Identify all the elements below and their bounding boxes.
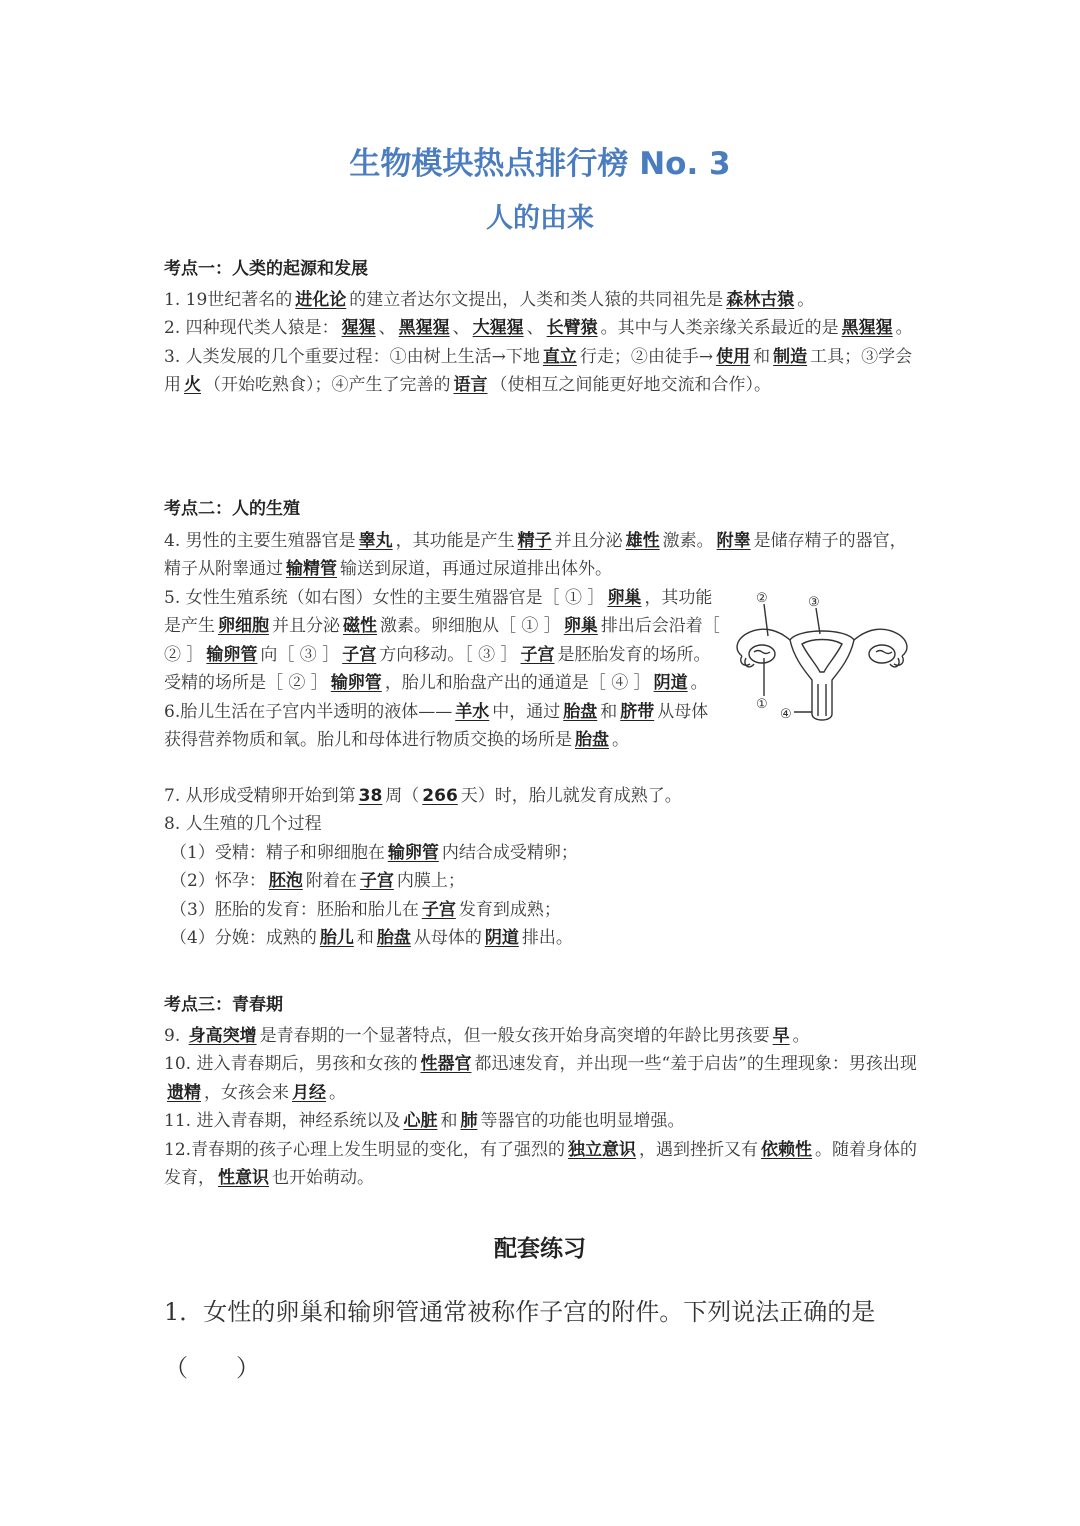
answer-blank: 火	[184, 375, 201, 396]
answer-blank: 子宫	[342, 644, 377, 665]
practice-question-1: 1．女性的卵巢和输卵管通常被称作子宫的附件。下列说法正确的是（ ）	[164, 1298, 876, 1382]
left-ovary	[749, 645, 775, 663]
answer-blank: 胎盘	[376, 928, 411, 949]
section-body-reproduction-7-8	[164, 782, 920, 952]
answer-blank: 依赖性	[761, 1139, 813, 1160]
item-2: 2. 四种现代类人猿是： 猩猩 、 黑猩猩 、 大猩猩 、 长臂猿 。其中与人类亲缘关系最近的是 黑猩猩 。	[164, 318, 913, 339]
diagram-label-3: ③	[808, 595, 820, 610]
item-9: 9. 身高突增 是青春期的一个显著特点，但一般女孩开始身高突增的年龄比男孩要 早 。	[164, 1026, 810, 1046]
answer-blank: 黑猩猩	[398, 318, 450, 339]
answer-blank: 森林古猿	[726, 290, 795, 310]
answer-blank: 长臂猿	[546, 318, 598, 339]
section-body-reproduction-4	[164, 527, 920, 584]
right-fallopian-tube	[854, 629, 907, 656]
practice-heading: 配套练习	[494, 1236, 586, 1262]
answer-blank: 266	[422, 786, 458, 806]
section-body-puberty	[164, 1022, 920, 1192]
diagram-label-4: ④	[780, 707, 792, 722]
item-12: 12.青春期的孩子心理上发生明显的变化，有了强烈的 独立意识 ，遇到挫折又有 依赖性 。随着身体的发育， 性意识 也开始萌动。	[164, 1139, 918, 1189]
answer-blank: 心脏	[403, 1111, 438, 1132]
answer-blank: 输卵管	[387, 842, 439, 863]
answer-blank: 子宫	[359, 871, 394, 892]
answer-blank: 输卵管	[206, 644, 258, 665]
answer-blank: 脐带	[620, 701, 655, 722]
item-8-step-4: （4）分娩：成熟的 胎儿 和 胎盘 从母体的 阴道 排出。	[170, 928, 573, 949]
item-8-step-2: （2）怀孕： 胚泡 附着在 子宫 内膜上；	[170, 871, 465, 892]
item-6: 6.胎儿生活在子宫内半透明的液体—— 羊水 中，通过 胎盘 和 脐带 从母体获得营养物质和氧。胎儿和母体进行物质交换的场所是 胎盘 。	[164, 701, 709, 751]
item-10: 10. 进入青春期后，男孩和女孩的 性器官 都迅速发育，并出现一些“羞于启齿”的生理现象：男孩出现遗精 ，女孩会来 月经 。	[164, 1054, 917, 1103]
answer-blank: 卵细胞	[218, 616, 269, 637]
answer-blank: 胚泡	[268, 871, 303, 892]
uterus-shape	[790, 631, 854, 720]
answer-blank: 阴道	[484, 928, 519, 949]
answer-blank: 性器官	[420, 1054, 472, 1075]
answer-blank: 磁性	[343, 616, 377, 637]
answer-blank: 进化论	[295, 290, 347, 310]
answer-blank: 早	[772, 1026, 790, 1046]
section-body-reproduction-5-6	[164, 584, 720, 754]
answer-blank: 卵巢	[563, 616, 598, 637]
page-subtitle: 人的由来	[486, 203, 594, 234]
item-8-title: 8. 人生殖的几个过程	[164, 814, 322, 835]
page-title: 生物模块热点排行榜 No. 3	[349, 146, 731, 182]
right-ovary	[869, 645, 895, 663]
left-fallopian-tube	[737, 629, 790, 656]
answer-blank: 羊水	[455, 701, 490, 722]
answer-blank: 语言	[453, 375, 488, 396]
answer-blank: 胎盘	[563, 701, 598, 722]
answer-blank: 子宫	[421, 899, 456, 920]
answer-blank: 胎儿	[319, 928, 354, 949]
answer-blank: 使用	[716, 346, 751, 367]
uterus-cavity	[802, 640, 842, 673]
section-heading-origin: 考点一：人类的起源和发展	[164, 259, 368, 279]
item-8-step-3: （3）胚胎的发育：胚胎和胎儿在 子宫 发育到成熟；	[170, 899, 561, 920]
answer-blank: 肺	[460, 1111, 478, 1132]
answer-blank: 精子	[517, 531, 552, 551]
answer-blank: 直立	[542, 346, 577, 367]
answer-blank: 黑猩猩	[841, 318, 893, 339]
answer-blank: 胎盘	[575, 730, 609, 751]
answer-blank: 性意识	[218, 1168, 269, 1189]
answer-blank: 大猩猩	[472, 318, 524, 339]
answer-blank: 卵巢	[607, 588, 642, 608]
answer-blank: 睾丸	[358, 531, 393, 551]
item-11: 11. 进入青春期，神经系统以及 心脏 和 肺 等器官的功能也明显增强。	[164, 1111, 685, 1132]
answer-blank: 雄性	[625, 531, 660, 551]
answer-blank: 遗精	[167, 1082, 201, 1103]
section-heading-reproduction: 考点二：人的生殖	[164, 499, 300, 519]
item-4: 4. 男性的主要生殖器官是 睾丸 ，其功能是产生 精子 并且分泌 雄性 激素。 附睾 是储存精子的器官，精子从附睾通过 输精管 输送到尿道，再通过尿道排出体外。	[164, 531, 907, 580]
item-3: 3. 人类发展的几个重要过程：①由树上生活→下地 直立 行走；②由徒手→ 使用 和 制造 工具；③学会用 火 （开始吃熟食）；④产生了完善的 语言 （使相互之间能更好地交流和合作）。	[164, 346, 913, 396]
answer-blank: 子宫	[520, 644, 555, 665]
female-reproductive-diagram	[728, 588, 916, 730]
answer-blank: 38	[358, 786, 383, 806]
item-1: 1. 19世纪著名的 进化论 的建立者达尔文提出，人类和类人猿的共同祖先是 森林古猿 。	[164, 290, 815, 310]
section-heading-puberty: 考点三：青春期	[164, 995, 283, 1015]
answer-blank: 输精管	[286, 559, 337, 580]
answer-blank: 制造	[773, 346, 808, 367]
answer-blank: 月经	[292, 1082, 326, 1103]
answer-blank: 附睾	[716, 531, 751, 551]
answer-blank: 身高突增	[188, 1026, 257, 1046]
answer-blank: 猩猩	[341, 318, 376, 339]
item-5: 5. 女性生殖系统（如右图）女性的主要生殖器官是［ ① ］ 卵巢 ，其功能是产生 卵细胞 并且分泌 磁性 激素。卵细胞从［ ① ］ 卵巢 排出后会沿着［ ② ］ 输卵管 向［ ③ ］ 子宫 方向移动。［ ③ ］ 子宫 是胚胎发育的场所。受精的场所是［ ② ］ 输卵管 ，胎儿和胎盘产出的通道是［ ④ ］ 阴道 。	[164, 588, 720, 694]
section-body-origin	[164, 286, 920, 400]
answer-blank: 独立意识	[568, 1139, 637, 1160]
diagram-label-2: ②	[756, 591, 768, 606]
item-7: 7. 从形成受精卵开始到第 38 周（ 266 天）时，胎儿就发育成熟了。	[164, 786, 682, 806]
answer-blank: 阴道	[653, 673, 688, 694]
diagram-label-1: ①	[756, 697, 768, 712]
item-8-step-1: （1）受精：精子和卵细胞在 输卵管 内结合成受精卵；	[170, 842, 578, 863]
answer-blank: 输卵管	[330, 673, 382, 694]
